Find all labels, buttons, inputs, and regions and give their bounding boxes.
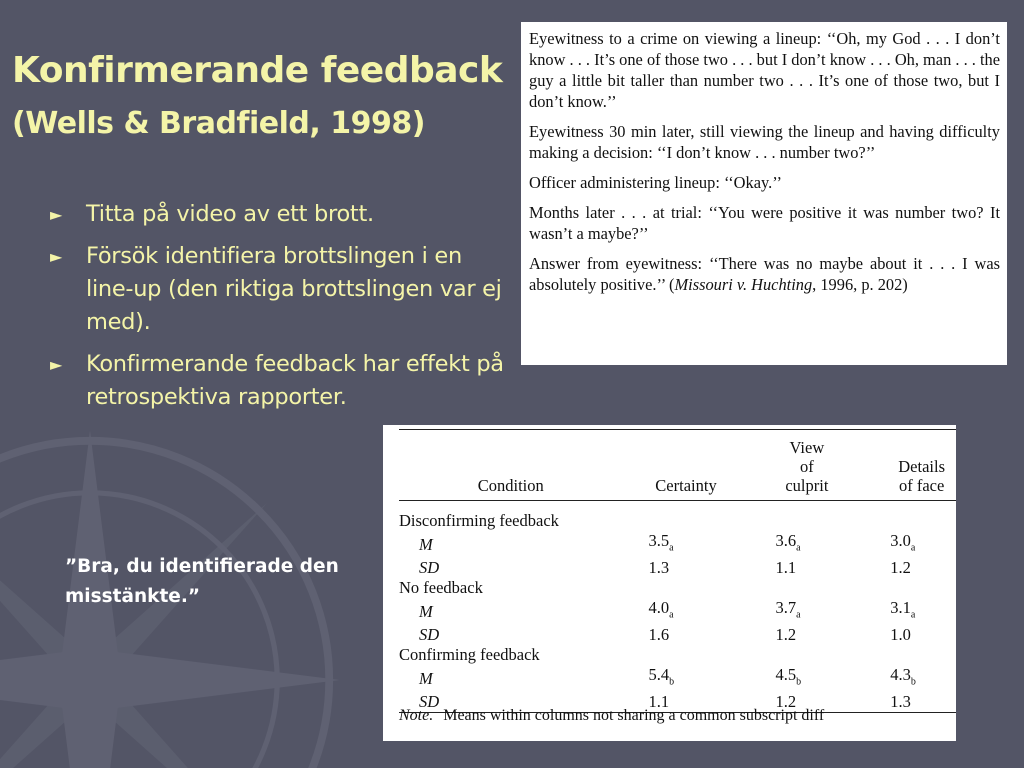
bullet-text: Försök identifiera brottslingen i en line-up (den riktiga brottslingen var ej med). (86, 243, 502, 335)
bullet-text: Konfirmerande feedback har effekt på retrospektiva rapporter. (86, 351, 504, 410)
table-row: SD 1.3 1.1 1.2 (419, 558, 911, 578)
bullet-arrow-icon: ► (50, 205, 63, 224)
bullet-text: Titta på video av ett brott. (86, 201, 374, 227)
table-row: SD 1.1 1.2 1.3 (399, 692, 956, 713)
results-table-image (383, 425, 956, 741)
table-row: M $3.5_a$ $3.6_a$ $3.0_a$ (419, 531, 916, 554)
bullet-arrow-icon: ► (50, 247, 63, 266)
table-note-label: Note. (399, 707, 434, 724)
slide-title: Konfirmerande feedback (12, 50, 503, 91)
bullet-list (50, 198, 510, 423)
feedback-quote-caption: ”Bra, du identifierade den misstänkte.” (65, 556, 339, 607)
table-note (399, 707, 824, 725)
results-table (399, 429, 956, 713)
quote-excerpt-image (521, 22, 1007, 365)
table-note-text: Means within columns not sharing a common subscript diff (443, 707, 825, 724)
bullet-item (50, 348, 510, 414)
table-group-row: Confirming feedback (399, 645, 540, 665)
quote-paragraph: Eyewitness to a crime on viewing a lineup: ‘‘Oh, my God . . . I don’t know . . . It’s one of those two . . . but I don’t know . . . Oh, man . . . the guy a little bit taller than number two . . . It’s one of those two, but I don’t know.’’ (529, 29, 1000, 111)
table-group-row: Disconfirming feedback (399, 511, 559, 531)
quote-answer-text: Answer from eyewitness: ‘‘There was no maybe about it . . . I was absolutely positive.’’ ( (529, 254, 1000, 294)
header-certainty: Certainty (623, 438, 750, 501)
table-row: SD 1.6 1.2 1.0 (419, 625, 911, 645)
citation-rest: , 1996, p. 202) (812, 275, 908, 294)
table-group-row: No feedback (399, 578, 483, 598)
quote-paragraph (529, 253, 1000, 295)
quote-paragraph: Months later . . . at trial: ‘‘You were positive it was number two? It wasn’t a maybe?’’ (529, 203, 1000, 243)
slide-subtitle: (Wells & Bradfield, 1998) (12, 106, 425, 141)
header-details-of-face: Details of face (864, 438, 956, 501)
table-row: M $5.4_b$ $4.5_b$ $4.3_b$ (419, 665, 916, 688)
table-row: M $4.0_a$ $3.7_a$ $3.1_a$ (419, 598, 916, 621)
citation-case: Missouri v. Huchting (674, 275, 813, 294)
quote-paragraph: Officer administering lineup: ‘‘Okay.’’ (529, 173, 782, 192)
header-condition: Condition (399, 438, 623, 501)
header-view-of-culprit: View of culprit (750, 438, 865, 501)
bullet-item (50, 240, 510, 339)
bullet-item (50, 198, 510, 231)
bullet-arrow-icon: ► (50, 355, 63, 374)
quote-paragraph: Eyewitness 30 min later, still viewing the lineup and having difficulty making a decision: ‘‘I don’t know . . . number two?’’ (529, 122, 1000, 162)
